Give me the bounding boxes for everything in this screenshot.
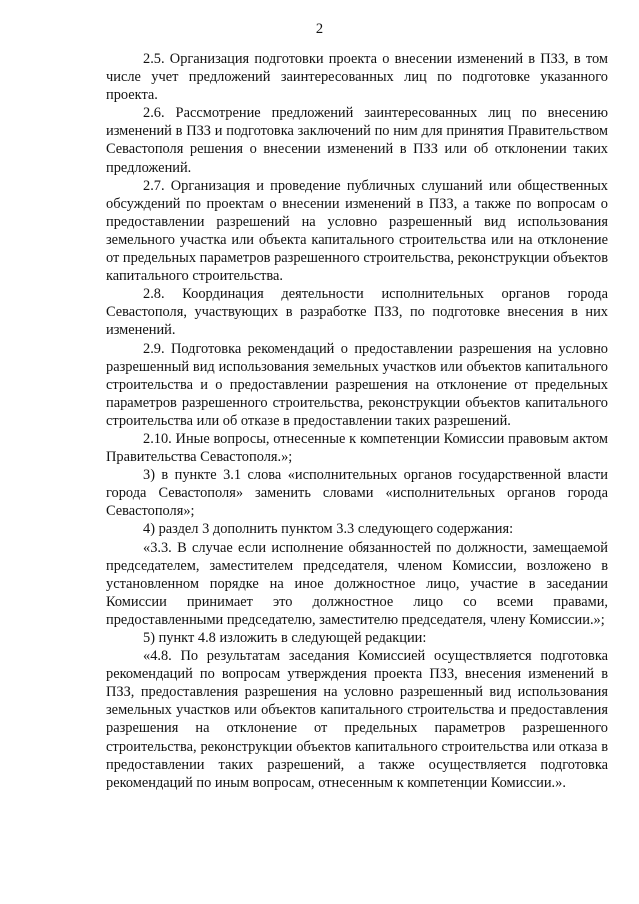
paragraph-2-7: 2.7. Организация и проведение публичных слушаний или общественных обсуждений по проектам о внесении изменений в ПЗЗ, а также по вопросам о предоставлении разрешений на условно разрешенный вид использования земельного участка или объекта капитального строительства или на отклонение от предельных параметров разрешенного строительства, реконструкции объектов капитального строительства. xyxy=(106,177,608,285)
paragraph-3-3: «3.3. В случае если исполнение обязанностей по должности, замещаемой председателем, заместителем председателя, членом Комиссии, возложено в установленном порядке на иное должностное лицо, участие в заседании Комиссии принимает это должностное лицо со всеми правами, предоставленными председателю, заместителю председателя, члену Комиссии.»; xyxy=(106,539,608,628)
paragraph-2-6: 2.6. Рассмотрение предложений заинтересованных лиц по внесению изменений в ПЗЗ и подготовка заключений по ним для принятия Правительством Севастополя решения о внесении изменений в ПЗЗ или об отклонении таких предложений. xyxy=(106,105,608,176)
paragraph-4-8: «4.8. По результатам заседания Комиссией осуществляется подготовка рекомендаций по вопросам утверждения проекта ПЗЗ, внесения изменений в ПЗЗ, предоставления разрешения на условно разрешенный вид использования земельных участков или объектов капитального строительства и предоставления разрешения на отклонение от предельных параметров разрешенного строительства, реконструкции объектов капитального строительства или отказа в предоставлении таких разрешений, а также осуществляется подготовка рекомендаций по иным вопросам, отнесенным к компетенции Комиссии.». xyxy=(106,648,608,791)
paragraph-2-8: 2.8. Координация деятельности исполнительных органов города Севастополя, участвующих в разработке ПЗЗ, по подготовке внесения в них изменений. xyxy=(106,286,608,339)
amendment-item-4: 4) раздел 3 дополнить пунктом 3.3 следующего содержания: xyxy=(143,521,514,538)
document-body xyxy=(106,50,608,792)
paragraph-2-5: 2.5. Организация подготовки проекта о внесении изменений в ПЗЗ, в том числе учет предложений заинтересованных лиц по подготовке указанного проекта. xyxy=(106,51,608,104)
paragraph-2-10: 2.10. Иные вопросы, отнесенные к компетенции Комиссии правовым актом Правительства Севастополя.»; xyxy=(106,430,608,466)
paragraph-2-9: 2.9. Подготовка рекомендаций о предоставлении разрешения на условно разрешенный вид использования земельных участков или объектов капитального строительства и о предоставлении разрешения на отклонение от предельных параметров разрешенного строительства, реконструкции объектов капитального строительства или об отказе в предоставлении таких разрешений. xyxy=(106,340,608,429)
page-number: 2 xyxy=(315,21,324,37)
amendment-item-5: 5) пункт 4.8 изложить в следующей редакции: xyxy=(143,630,427,646)
amendment-item-3: 3) в пункте 3.1 слова «исполнительных органов государственной власти города Севастополя» заменить словами «исполнительных органов города Севастополя»; xyxy=(106,467,608,520)
